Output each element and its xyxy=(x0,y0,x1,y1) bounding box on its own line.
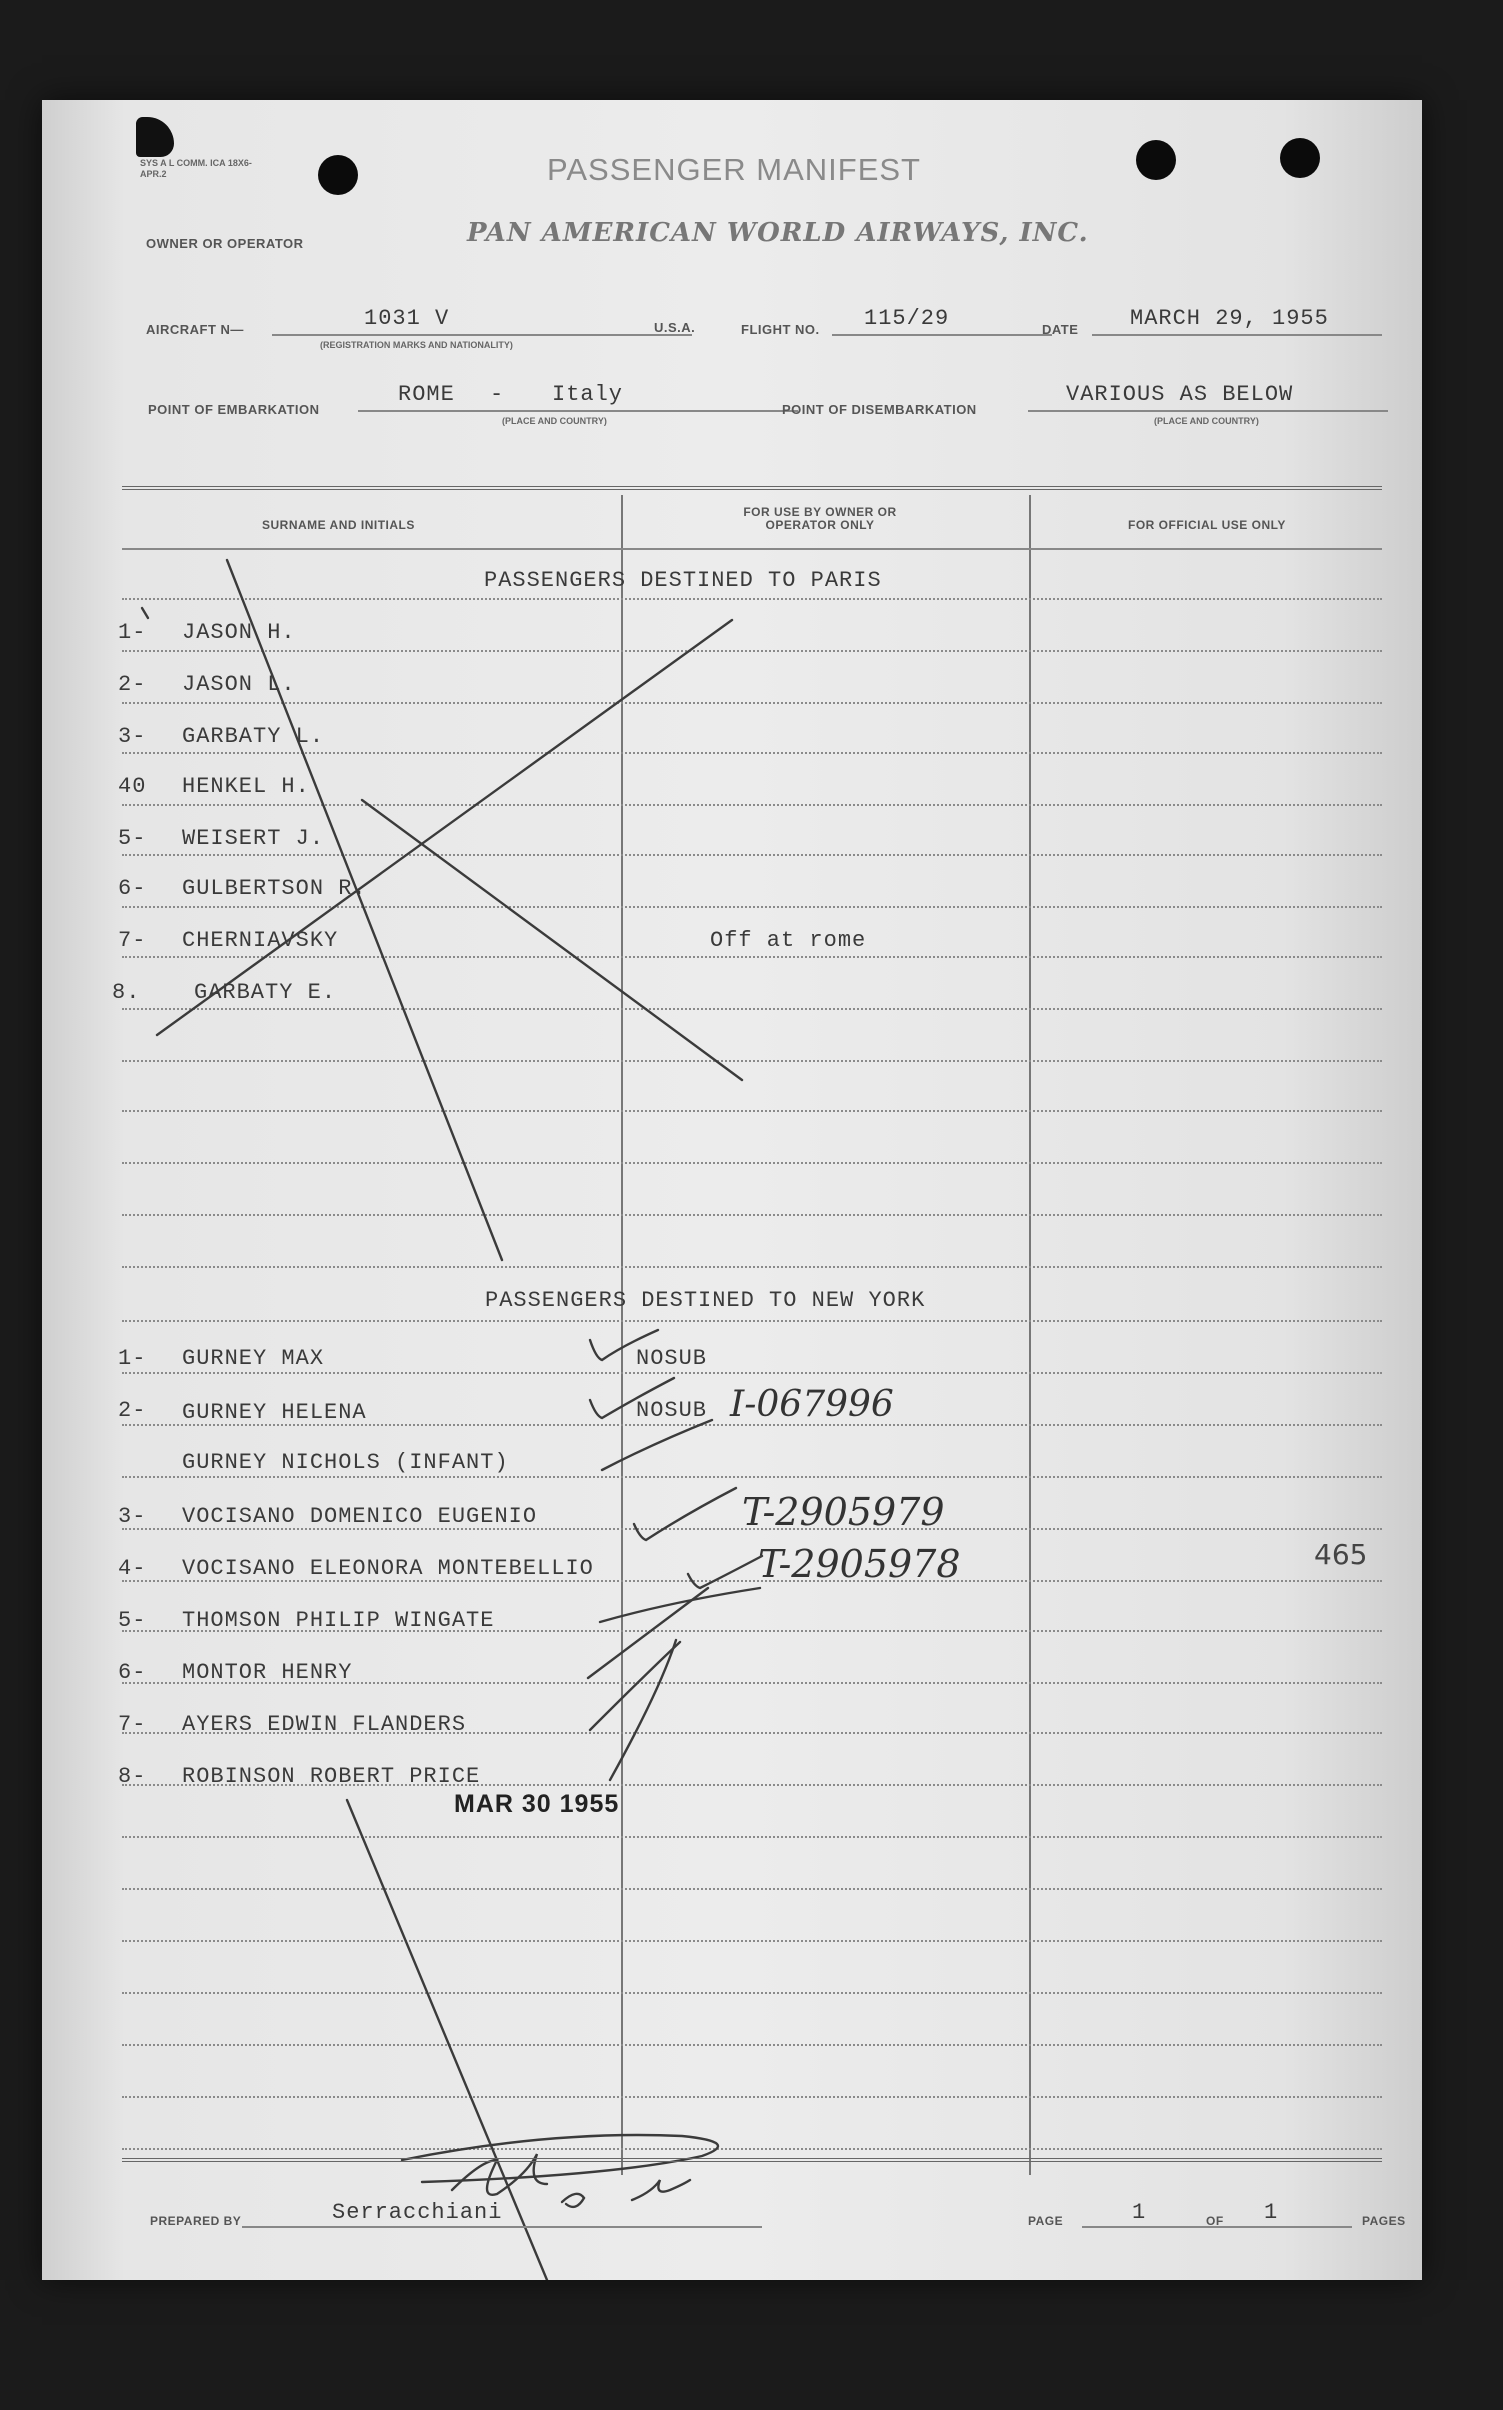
passenger-name: VOCISANO ELEONORA MONTEBELLIO xyxy=(182,1556,594,1581)
official-number: 465 xyxy=(1314,1538,1368,1571)
row-number: 7- xyxy=(118,928,147,953)
passenger-name: VOCISANO DOMENICO EUGENIO xyxy=(182,1504,538,1529)
row-number: 2- xyxy=(118,1398,147,1423)
disembarkation-label: POINT OF DISEMBARKATION xyxy=(782,402,977,417)
punch-hole xyxy=(1280,138,1320,178)
column-divider xyxy=(1029,495,1031,2175)
row-number: 7- xyxy=(118,1712,147,1737)
punch-hole xyxy=(318,155,358,195)
embarkation-country: Italy xyxy=(552,382,624,407)
check-mark xyxy=(588,1588,708,1678)
passenger-name: GURNEY NICHOLS (INFANT) xyxy=(182,1450,509,1475)
strike-line xyxy=(362,800,742,1080)
table-bottom-rule xyxy=(122,2158,1382,2162)
of-label: OF xyxy=(1206,2214,1224,2228)
passenger-name: AYERS EDWIN FLANDERS xyxy=(182,1712,467,1737)
aircraft-line xyxy=(272,334,692,336)
prepared-by: Serracchiani xyxy=(332,2200,503,2225)
aircraft-label: AIRCRAFT N— xyxy=(146,322,244,337)
owner-name: PAN AMERICAN WORLD AIRWAYS, INC. xyxy=(467,218,1089,248)
page-total: 1 xyxy=(1264,2200,1279,2225)
check-mark xyxy=(610,1640,676,1780)
handwritten-document-number: T-2905979 xyxy=(742,1490,945,1534)
prepared-by-label: PREPARED BY xyxy=(150,2214,242,2228)
column-header-owner: FOR USE BY OWNER OR OPERATOR ONLY xyxy=(743,505,897,532)
page-label: PAGE xyxy=(1028,2214,1064,2228)
column-header-names: SURNAME AND INITIALS xyxy=(262,518,415,532)
row-number: 3- xyxy=(118,724,147,749)
section-heading-paris: PASSENGERS DESTINED TO PARIS xyxy=(484,568,882,593)
page-number: 1 xyxy=(1132,2200,1147,2225)
flight-date: MARCH 29, 1955 xyxy=(1130,306,1329,331)
passenger-name: GURNEY MAX xyxy=(182,1346,325,1371)
passenger-name: JASON L. xyxy=(182,672,296,697)
manifest-sheet xyxy=(42,100,1422,2280)
tick-mark xyxy=(142,608,148,618)
handwritten-document-number: I-067996 xyxy=(730,1384,894,1425)
passenger-name: ROBINSON ROBERT PRICE xyxy=(182,1764,481,1789)
check-mark xyxy=(590,1642,680,1730)
passenger-name: GULBERTSON R. xyxy=(182,876,367,901)
passenger-name: JASON H. xyxy=(182,620,296,645)
column-header-official: FOR OFFICIAL USE ONLY xyxy=(1128,518,1286,532)
strike-line xyxy=(227,560,502,1260)
check-mark xyxy=(600,1588,760,1622)
prepared-by-line xyxy=(242,2226,762,2228)
usa-label: U.S.A. xyxy=(654,320,696,335)
disembarkation-line xyxy=(1028,410,1388,412)
row-number: 5- xyxy=(118,826,147,851)
passenger-name: MONTOR HENRY xyxy=(182,1660,353,1685)
passenger-name: GARBATY E. xyxy=(194,980,337,1005)
passenger-name: GURNEY HELENA xyxy=(182,1400,367,1425)
page-line xyxy=(1082,2226,1352,2228)
embarkation-line xyxy=(358,410,798,412)
embarkation-label: POINT OF EMBARKATION xyxy=(148,402,320,417)
signature-mark xyxy=(562,2194,584,2207)
row-number: 5- xyxy=(118,1608,147,1633)
row-number: 1- xyxy=(118,1346,147,1371)
handwritten-marks xyxy=(42,100,1422,2280)
passenger-name: GARBATY L. xyxy=(182,724,325,749)
check-mark xyxy=(602,1420,712,1470)
table-top-rule xyxy=(122,486,1382,490)
aircraft-sublabel: (REGISTRATION MARKS AND NATIONALITY) xyxy=(320,340,513,350)
owner-label: OWNER OR OPERATOR xyxy=(146,236,304,251)
flight-label: FLIGHT NO. xyxy=(741,322,820,337)
passenger-name: THOMSON PHILIP WINGATE xyxy=(182,1608,495,1633)
punch-hole xyxy=(1136,140,1176,180)
owner-note: NOSUB xyxy=(636,1346,708,1371)
aircraft-number: 1031 V xyxy=(364,306,450,331)
form-code: SYS A L COMM. ICA 18X6-APR.2 xyxy=(140,158,252,179)
embarkation-city: ROME xyxy=(398,382,455,407)
embarkation-dash: - xyxy=(490,382,505,407)
disembarkation-sublabel: (PLACE AND COUNTRY) xyxy=(1154,416,1259,426)
row-number: 40 xyxy=(118,774,147,799)
column-divider xyxy=(621,495,623,2175)
pages-label: PAGES xyxy=(1362,2214,1406,2228)
date-line xyxy=(1092,334,1382,336)
row-number: 4- xyxy=(118,1556,147,1581)
section-heading-new-york: PASSENGERS DESTINED TO NEW YORK xyxy=(485,1288,926,1313)
row-number: 6- xyxy=(118,876,147,901)
flight-number: 115/29 xyxy=(864,306,950,331)
row-number: 6- xyxy=(118,1660,147,1685)
signature-mark xyxy=(632,2180,690,2200)
check-mark xyxy=(634,1488,736,1540)
disembarkation-place: VARIOUS AS BELOW xyxy=(1066,382,1294,407)
embarkation-sublabel: (PLACE AND COUNTRY) xyxy=(502,416,607,426)
passenger-name: WEISERT J. xyxy=(182,826,325,851)
passenger-name: HENKEL H. xyxy=(182,774,310,799)
owner-note: Off at rome xyxy=(710,928,867,953)
date-stamp: MAR 30 1955 xyxy=(454,1790,620,1818)
passenger-name: CHERNIAVSKY xyxy=(182,928,339,953)
row-number: 8- xyxy=(118,1764,147,1789)
date-label: DATE xyxy=(1042,322,1079,337)
torn-corner xyxy=(136,117,174,157)
flight-line xyxy=(832,334,1052,336)
form-title: PASSENGER MANIFEST xyxy=(547,152,921,187)
header-rule xyxy=(122,548,1382,550)
check-mark xyxy=(688,1556,762,1588)
owner-note: NOSUB xyxy=(636,1398,708,1423)
row-number: 3- xyxy=(118,1504,147,1529)
row-number: 2- xyxy=(118,672,147,697)
handwritten-document-number: T-2905978 xyxy=(758,1542,961,1586)
row-number: 8. xyxy=(112,980,141,1005)
row-number: 1- xyxy=(118,620,147,645)
